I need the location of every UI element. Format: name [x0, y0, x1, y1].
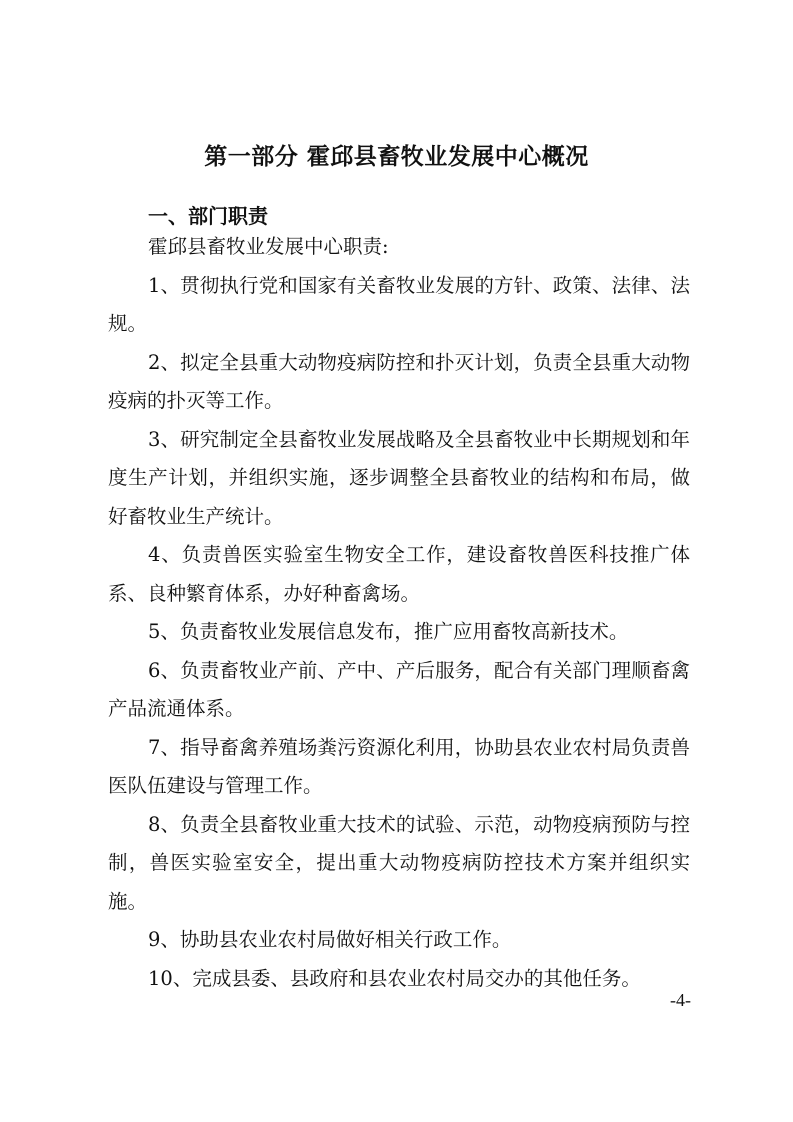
- page-number: -4-: [670, 990, 691, 1010]
- page-title: 第一部分 霍邱县畜牧业发展中心概况: [204, 144, 589, 170]
- duty-item-4: 4、负责兽医实验室生物安全工作，建设畜牧兽医科技推广体系、良种繁育体系，办好种畜禽场。: [108, 543, 690, 605]
- duty-item-3: 3、研究制定全县畜牧业发展战略及全县畜牧业中长期规划和年度生产计划，并组织实施，逐步调整全县畜牧业的结构和布局，做好畜牧业生产统计。: [108, 427, 690, 528]
- duty-item-8: 8、负责全县畜牧业重大技术的试验、示范，动物疫病预防与控制，兽医实验室安全，提出重大动物疫病防控技术方案并组织实施。: [108, 812, 690, 913]
- duty-item-2: 2、拟定全县重大动物疫病防控和扑灭计划，负责全县重大动物疫病的扑灭等工作。: [108, 350, 690, 412]
- duty-item-10: 10、完成县委、县政府和县农业农村局交办的其他任务。: [148, 966, 641, 990]
- document-body: [108, 228, 690, 998]
- duty-item-5: 5、负责畜牧业发展信息发布，推广应用畜牧高新技术。: [148, 620, 629, 643]
- duty-item-6: 6、负责畜牧业产前、产中、产后服务，配合有关部门理顺畜禽产品流通体系。: [108, 658, 690, 720]
- duty-item-7: 7、指导畜禽养殖场粪污资源化利用，协助县农业农村局负责兽医队伍建设与管理工作。: [108, 735, 690, 797]
- section-heading: 一、部门职责: [148, 204, 268, 228]
- duty-item-9: 9、协助县农业农村局做好相关行政工作。: [148, 928, 512, 951]
- intro-paragraph: 霍邱县畜牧业发展中心职责:: [148, 235, 389, 258]
- duty-item-1: 1、贯彻执行党和国家有关畜牧业发展的方针、政策、法律、法规。: [108, 273, 690, 335]
